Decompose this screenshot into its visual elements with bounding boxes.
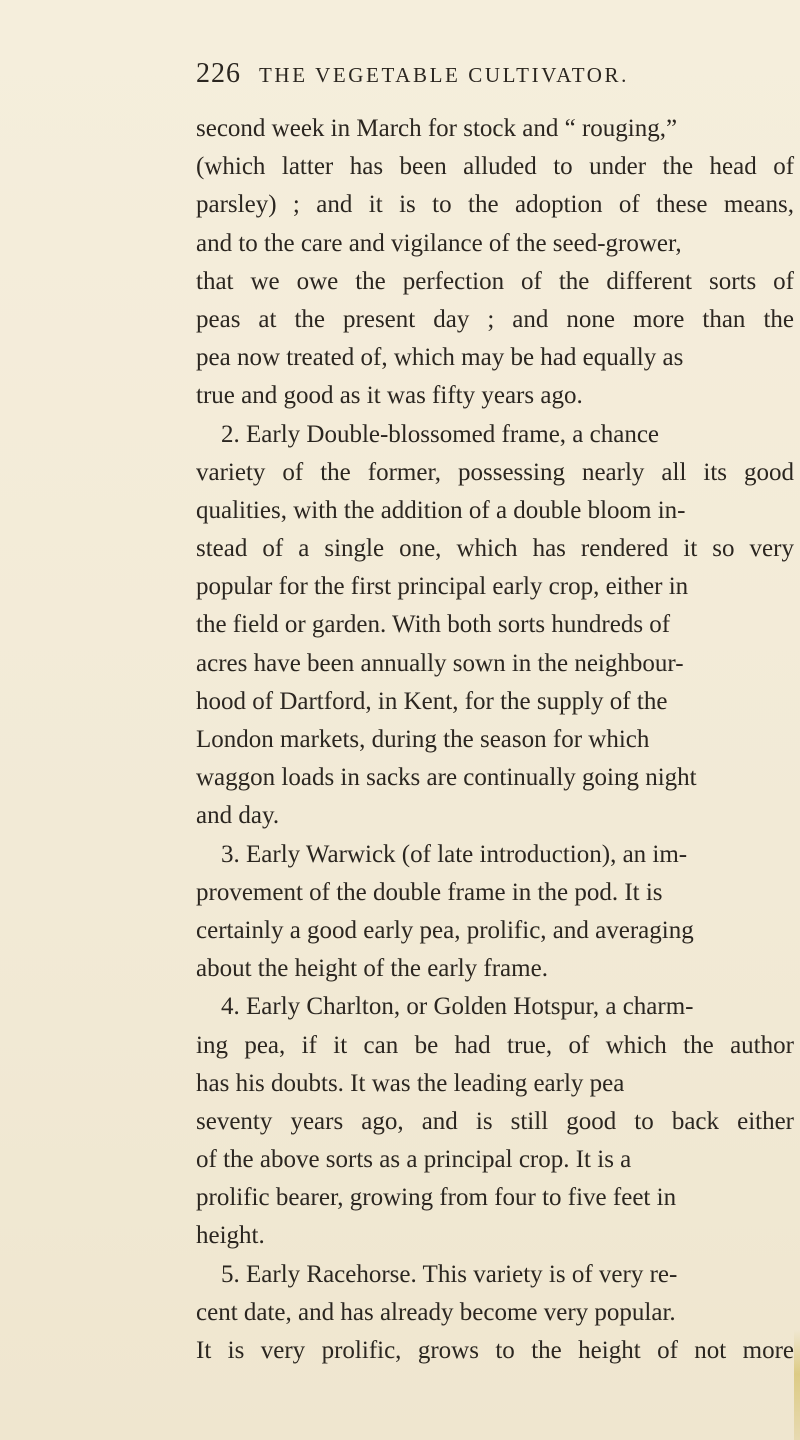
text-line: 4. Early Charlton, or Golden Hotspur, a charm-: [221, 993, 694, 1021]
text-line: certainly a good early pea, prolific, and averaging: [196, 916, 694, 944]
page-edge-stain: [794, 1330, 800, 1440]
text-line: waggon loads in sacks are continually going night: [196, 764, 697, 792]
text-line: about the height of the early frame.: [196, 955, 548, 983]
text-line: true and good as it was fifty years ago.: [196, 382, 583, 410]
text-line: has his doubts. It was the leading early pea: [196, 1069, 625, 1097]
text-line: (which latter has been alluded to under the head of: [196, 153, 795, 181]
text-line: of the above sorts as a principal crop. It is a: [196, 1146, 632, 1174]
text-line: height.: [196, 1222, 265, 1250]
text-line: 5. Early Racehorse. This variety is of very re-: [221, 1260, 678, 1288]
text-line: cent date, and has already become very popular.: [196, 1298, 676, 1326]
text-line: hood of Dartford, in Kent, for the supply of the: [196, 687, 668, 715]
text-line: and to the care and vigilance of the seed-grower,: [196, 229, 682, 257]
text-line: qualities, with the addition of a double bloom in-: [196, 496, 686, 524]
text-line: seventy years ago, and is still good to back either: [196, 1107, 795, 1135]
text-line: variety of the former, possessing nearly all its good: [196, 458, 794, 486]
body-text: [196, 110, 796, 1370]
text-line: 2. Early Double-blossomed frame, a chance: [221, 420, 660, 448]
text-line: prolific bearer, growing from four to five feet in: [196, 1184, 677, 1212]
text-line: and day.: [196, 802, 280, 830]
text-line: the field or garden. With both sorts hundreds of: [196, 611, 671, 639]
text-line: provement of the double frame in the pod. It is: [196, 878, 663, 906]
text-line: pea now treated of, which may be had equally as: [196, 344, 684, 372]
text-line: stead of a single one, which has rendered it so very: [196, 535, 794, 563]
text-line: It is very prolific, grows to the height of not more: [196, 1337, 795, 1364]
text-line: 3. Early Warwick (of late introduction), an im-: [221, 840, 688, 868]
text-line: London markets, during the season for which: [196, 726, 650, 753]
text-line: parsley) ; and it is to the adoption of these means,: [196, 191, 795, 219]
text-line: ing pea, if it can be had true, of which the author: [196, 1031, 794, 1059]
text-line: second week in March for stock and “ rouging,”: [196, 115, 678, 142]
page-number: 226: [196, 58, 241, 89]
text-line: popular for the first principal early crop, either in: [196, 573, 689, 601]
page-header: [196, 58, 796, 98]
text-line: acres have been annually sown in the neighbour-: [196, 649, 684, 677]
text-line: peas at the present day ; and none more than the: [196, 305, 794, 333]
running-title: THE VEGETABLE CULTIVATOR.: [259, 63, 629, 87]
text-line: that we owe the perfection of the different sorts of: [196, 267, 795, 295]
